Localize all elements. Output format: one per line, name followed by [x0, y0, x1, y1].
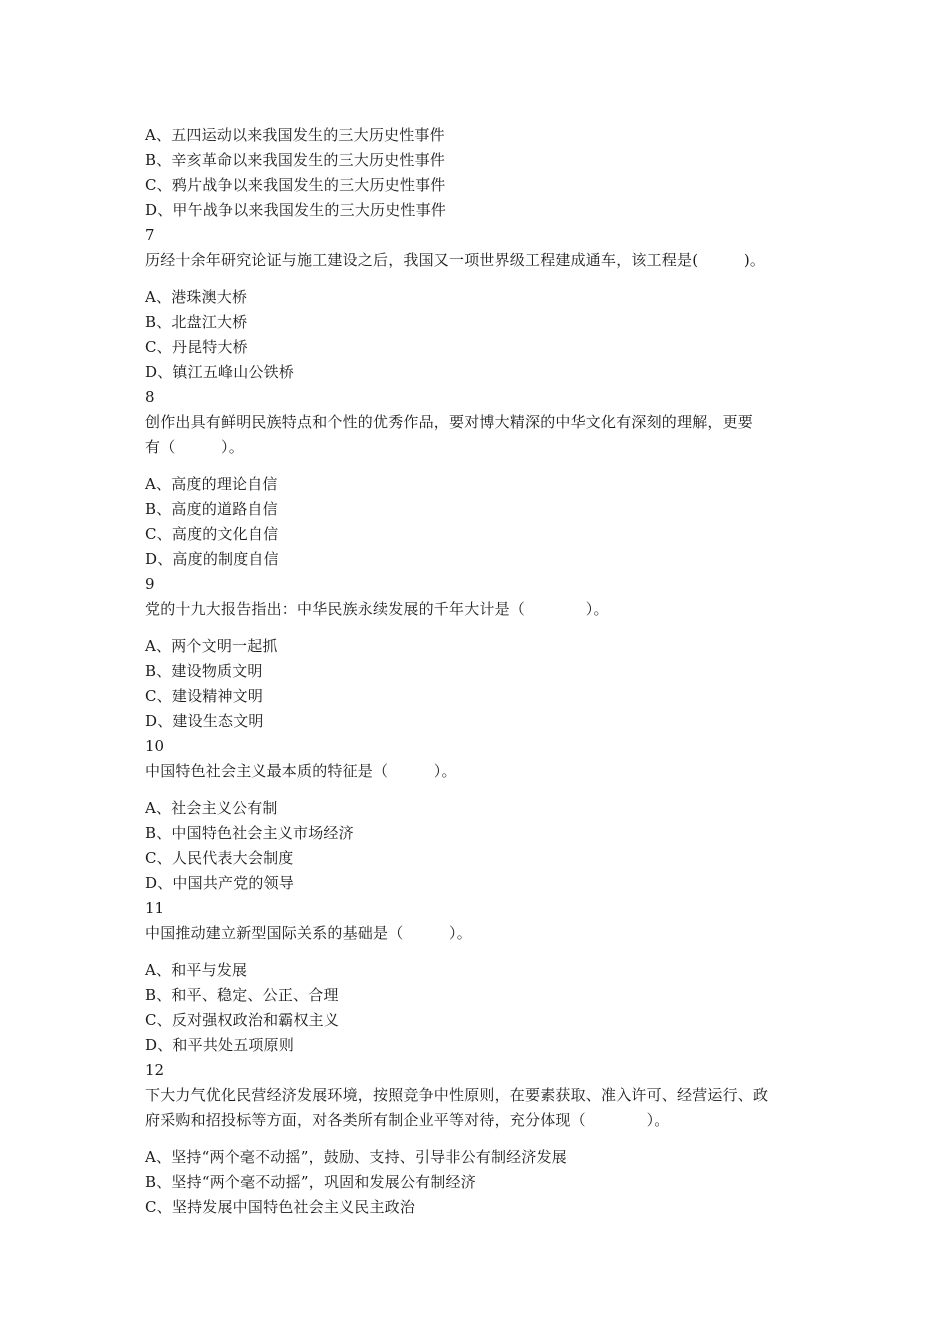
option-d: D、高度的制度自信 [145, 550, 279, 568]
question-number: 9 [145, 575, 155, 593]
question-10 [145, 734, 815, 896]
question-stem: 下大力气优化民营经济发展环境，按照竞争中性原则，在要素获取、准入许可、经营运行、政 府采购和招投标等方面，对各类所有制企业平等对待，充分体现（ ）。 [145, 1086, 769, 1129]
option-b: B、北盘江大桥 [145, 313, 248, 331]
option-a: A、两个文明一起抓 [145, 637, 278, 655]
option-c: C、反对强权政治和霸权主义 [145, 1011, 340, 1029]
question-number: 11 [145, 899, 165, 917]
question-12 [145, 1058, 815, 1220]
question-number: 12 [145, 1061, 165, 1079]
question-stem: 创作出具有鲜明民族特点和个性的优秀作品，要对博大精深的中华文化有深刻的理解，更要 有（ ）。 [145, 413, 754, 456]
option-c: C、丹昆特大桥 [145, 338, 248, 356]
question-9 [145, 572, 815, 734]
question-stem: 中国推动建立新型国际关系的基础是（ ）。 [145, 924, 472, 942]
question-number: 8 [145, 388, 155, 406]
question-stem: 历经十余年研究论证与施工建设之后，我国又一项世界级工程建成通车，该工程是( )。 [145, 251, 766, 269]
question-stem: 党的十九大报告指出：中华民族永续发展的千年大计是（ ）。 [145, 600, 609, 618]
question-number: 7 [145, 226, 155, 244]
option-b: B、辛亥革命以来我国发生的三大历史性事件 [145, 151, 446, 169]
option-a: A、五四运动以来我国发生的三大历史性事件 [145, 126, 445, 144]
question-stem: 中国特色社会主义最本质的特征是（ ）。 [145, 762, 457, 780]
option-b: B、和平、稳定、公正、合理 [145, 986, 339, 1004]
question-7 [145, 223, 815, 385]
option-a: A、和平与发展 [145, 961, 248, 979]
option-a: A、社会主义公有制 [145, 799, 278, 817]
question-6-options [145, 123, 815, 223]
option-b: B、中国特色社会主义市场经济 [145, 824, 354, 842]
option-d: D、甲午战争以来我国发生的三大历史性事件 [145, 201, 447, 219]
option-c: C、高度的文化自信 [145, 525, 279, 543]
option-d: D、和平共处五项原则 [145, 1036, 295, 1054]
question-8 [145, 385, 815, 572]
question-number: 10 [145, 737, 165, 755]
option-b: B、坚持“两个毫不动摇”，巩固和发展公有制经济 [145, 1173, 476, 1191]
option-d: D、中国共产党的领导 [145, 874, 295, 892]
question-11 [145, 896, 815, 1058]
option-a: A、港珠澳大桥 [145, 288, 248, 306]
document-page [145, 123, 815, 1220]
option-c: C、人民代表大会制度 [145, 849, 294, 867]
option-b: B、高度的道路自信 [145, 500, 278, 518]
option-d: D、建设生态文明 [145, 712, 264, 730]
option-a: A、坚持“两个毫不动摇”，鼓励、支持、引导非公有制经济发展 [145, 1148, 567, 1166]
option-b: B、建设物质文明 [145, 662, 263, 680]
option-d: D、镇江五峰山公铁桥 [145, 363, 295, 381]
option-c: C、建设精神文明 [145, 687, 264, 705]
option-c: C、鸦片战争以来我国发生的三大历史性事件 [145, 176, 446, 194]
option-c: C、坚持发展中国特色社会主义民主政治 [145, 1198, 416, 1216]
option-a: A、高度的理论自信 [145, 475, 278, 493]
